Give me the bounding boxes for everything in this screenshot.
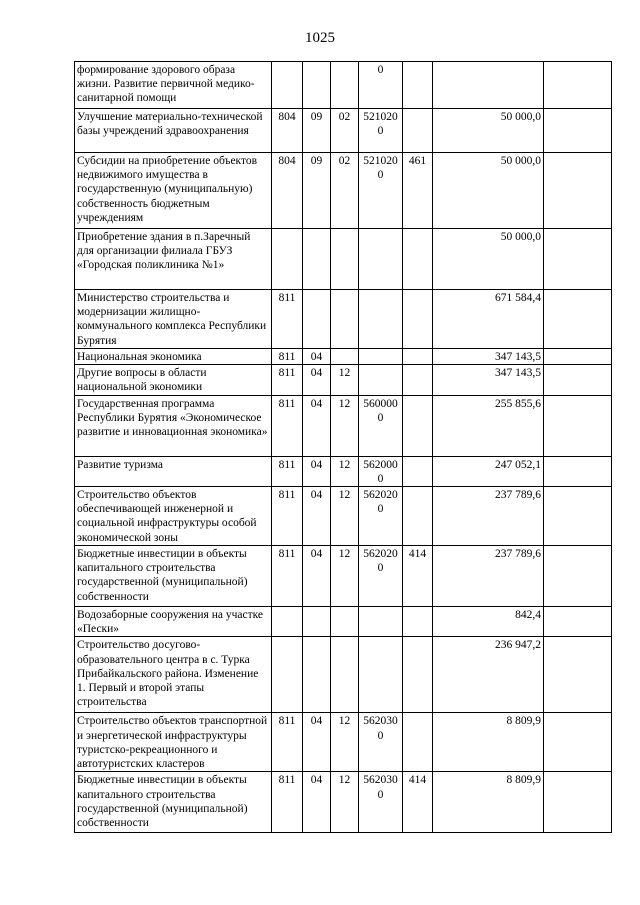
cell-rz: 09 <box>303 109 331 153</box>
cell-ved: 804 <box>272 109 303 153</box>
cell-sum: 50 000,0 <box>433 109 544 153</box>
cell-name: Государственная программа Республики Бурятия «Экономическое развитие и инновационная экономика» <box>75 395 272 456</box>
cell-empty <box>544 365 612 395</box>
cell-empty <box>544 395 612 456</box>
cell-vr <box>403 395 433 456</box>
budget-table <box>74 61 612 833</box>
cell-rz <box>303 62 331 109</box>
cell-rz: 04 <box>303 395 331 456</box>
cell-csr: 5620200 <box>359 487 403 546</box>
cell-csr <box>359 607 403 637</box>
cell-empty <box>544 229 612 290</box>
cell-pr <box>331 62 359 109</box>
cell-pr <box>331 229 359 290</box>
cell-empty <box>544 772 612 833</box>
cell-empty <box>544 487 612 546</box>
cell-empty <box>544 637 612 713</box>
cell-vr <box>403 365 433 395</box>
cell-empty <box>544 349 612 365</box>
cell-empty <box>544 607 612 637</box>
cell-vr <box>403 607 433 637</box>
cell-vr <box>403 290 433 349</box>
cell-sum: 255 855,6 <box>433 395 544 456</box>
cell-ved: 811 <box>272 772 303 833</box>
table-row <box>75 772 612 833</box>
cell-csr: 5210200 <box>359 109 403 153</box>
table-row <box>75 365 612 395</box>
cell-rz <box>303 637 331 713</box>
cell-rz: 04 <box>303 456 331 486</box>
cell-rz: 04 <box>303 546 331 607</box>
cell-name: Водозаборные сооружения на участке «Пески» <box>75 607 272 637</box>
cell-vr <box>403 637 433 713</box>
cell-sum: 8 809,9 <box>433 713 544 772</box>
cell-ved: 811 <box>272 546 303 607</box>
cell-sum <box>433 62 544 109</box>
cell-csr: 5620200 <box>359 546 403 607</box>
cell-empty <box>544 62 612 109</box>
cell-name: Бюджетные инвестиции в объекты капитального строительства государственной (муниципальной) собственности <box>75 546 272 607</box>
cell-sum: 842,4 <box>433 607 544 637</box>
table-row <box>75 153 612 229</box>
cell-vr: 461 <box>403 153 433 229</box>
table-row <box>75 349 612 365</box>
cell-sum: 237 789,6 <box>433 487 544 546</box>
cell-pr: 12 <box>331 365 359 395</box>
cell-rz <box>303 290 331 349</box>
cell-sum: 347 143,5 <box>433 349 544 365</box>
cell-ved: 811 <box>272 713 303 772</box>
cell-rz: 04 <box>303 365 331 395</box>
cell-vr <box>403 487 433 546</box>
cell-csr: 5620300 <box>359 713 403 772</box>
table-row <box>75 607 612 637</box>
cell-ved <box>272 607 303 637</box>
cell-vr: 414 <box>403 546 433 607</box>
cell-pr <box>331 637 359 713</box>
cell-rz: 04 <box>303 713 331 772</box>
cell-sum: 237 789,6 <box>433 546 544 607</box>
cell-name: Бюджетные инвестиции в объекты капитального строительства государственной (муниципальной) собственности <box>75 772 272 833</box>
cell-name: Приобретение здания в п.Заречный для организации филиала ГБУЗ «Городская поликлиника №1» <box>75 229 272 290</box>
cell-rz: 04 <box>303 487 331 546</box>
table-row <box>75 229 612 290</box>
cell-ved <box>272 637 303 713</box>
cell-rz: 09 <box>303 153 331 229</box>
cell-empty <box>544 153 612 229</box>
cell-pr: 12 <box>331 395 359 456</box>
cell-ved: 811 <box>272 487 303 546</box>
cell-name: Другие вопросы в области национальной экономики <box>75 365 272 395</box>
cell-ved: 811 <box>272 290 303 349</box>
cell-csr <box>359 365 403 395</box>
cell-ved: 811 <box>272 395 303 456</box>
cell-sum: 50 000,0 <box>433 153 544 229</box>
cell-pr <box>331 349 359 365</box>
cell-name: Национальная экономика <box>75 349 272 365</box>
cell-vr <box>403 349 433 365</box>
cell-sum: 236 947,2 <box>433 637 544 713</box>
cell-rz <box>303 229 331 290</box>
cell-csr <box>359 229 403 290</box>
cell-ved <box>272 62 303 109</box>
cell-pr <box>331 290 359 349</box>
table-row <box>75 109 612 153</box>
cell-rz: 04 <box>303 349 331 365</box>
cell-csr: 5600000 <box>359 395 403 456</box>
cell-sum: 50 000,0 <box>433 229 544 290</box>
cell-csr: 0 <box>359 62 403 109</box>
cell-csr: 5620300 <box>359 772 403 833</box>
cell-sum: 347 143,5 <box>433 365 544 395</box>
cell-rz <box>303 607 331 637</box>
cell-sum: 8 809,9 <box>433 772 544 833</box>
cell-csr: 5210200 <box>359 153 403 229</box>
cell-empty <box>544 713 612 772</box>
cell-name: Развитие туризма <box>75 456 272 486</box>
cell-sum: 247 052,1 <box>433 456 544 486</box>
cell-name: формирование здорового образа жизни. Развитие первичной медико-санитарной помощи <box>75 62 272 109</box>
page-number: 1025 <box>305 30 335 46</box>
cell-empty <box>544 290 612 349</box>
cell-pr: 02 <box>331 153 359 229</box>
table-row <box>75 456 612 486</box>
table-row <box>75 546 612 607</box>
cell-name: Строительство досугово-образовательного центра в с. Турка Прибайкальского района. Изменение 1. Первый и второй этапы строительства <box>75 637 272 713</box>
cell-ved <box>272 229 303 290</box>
cell-pr <box>331 607 359 637</box>
cell-name: Улучшение материально-технической базы учреждений здравоохранения <box>75 109 272 153</box>
cell-csr <box>359 637 403 713</box>
cell-name: Строительство объектов транспортной и энергетической инфраструктуры туристско-рекреационного и автотуристских кластеров <box>75 713 272 772</box>
cell-name: Строительство объектов обеспечивающей инженерной и социальной инфраструктуры особой экономической зоны <box>75 487 272 546</box>
table-row <box>75 713 612 772</box>
cell-vr <box>403 713 433 772</box>
cell-ved: 811 <box>272 365 303 395</box>
cell-ved: 804 <box>272 153 303 229</box>
cell-sum: 671 584,4 <box>433 290 544 349</box>
cell-ved: 811 <box>272 456 303 486</box>
table-row <box>75 395 612 456</box>
cell-pr: 12 <box>331 713 359 772</box>
cell-pr: 12 <box>331 487 359 546</box>
cell-vr <box>403 456 433 486</box>
cell-pr: 12 <box>331 546 359 607</box>
cell-rz: 04 <box>303 772 331 833</box>
cell-vr <box>403 62 433 109</box>
table-row <box>75 487 612 546</box>
cell-name: Министерство строительства и модернизации жилищно-коммунального комплекса Республики Бурятия <box>75 290 272 349</box>
cell-empty <box>544 456 612 486</box>
cell-pr: 02 <box>331 109 359 153</box>
cell-vr <box>403 109 433 153</box>
cell-csr <box>359 290 403 349</box>
cell-pr: 12 <box>331 456 359 486</box>
cell-name: Субсидии на приобретение объектов недвижимого имущества в государственную (муниципальную) собственность бюджетным учреждениям <box>75 153 272 229</box>
cell-vr <box>403 229 433 290</box>
cell-csr <box>359 349 403 365</box>
table-row <box>75 62 612 109</box>
cell-vr: 414 <box>403 772 433 833</box>
cell-empty <box>544 546 612 607</box>
cell-ved: 811 <box>272 349 303 365</box>
cell-pr: 12 <box>331 772 359 833</box>
cell-csr: 5620000 <box>359 456 403 486</box>
table-row <box>75 637 612 713</box>
table-row <box>75 290 612 349</box>
cell-empty <box>544 109 612 153</box>
